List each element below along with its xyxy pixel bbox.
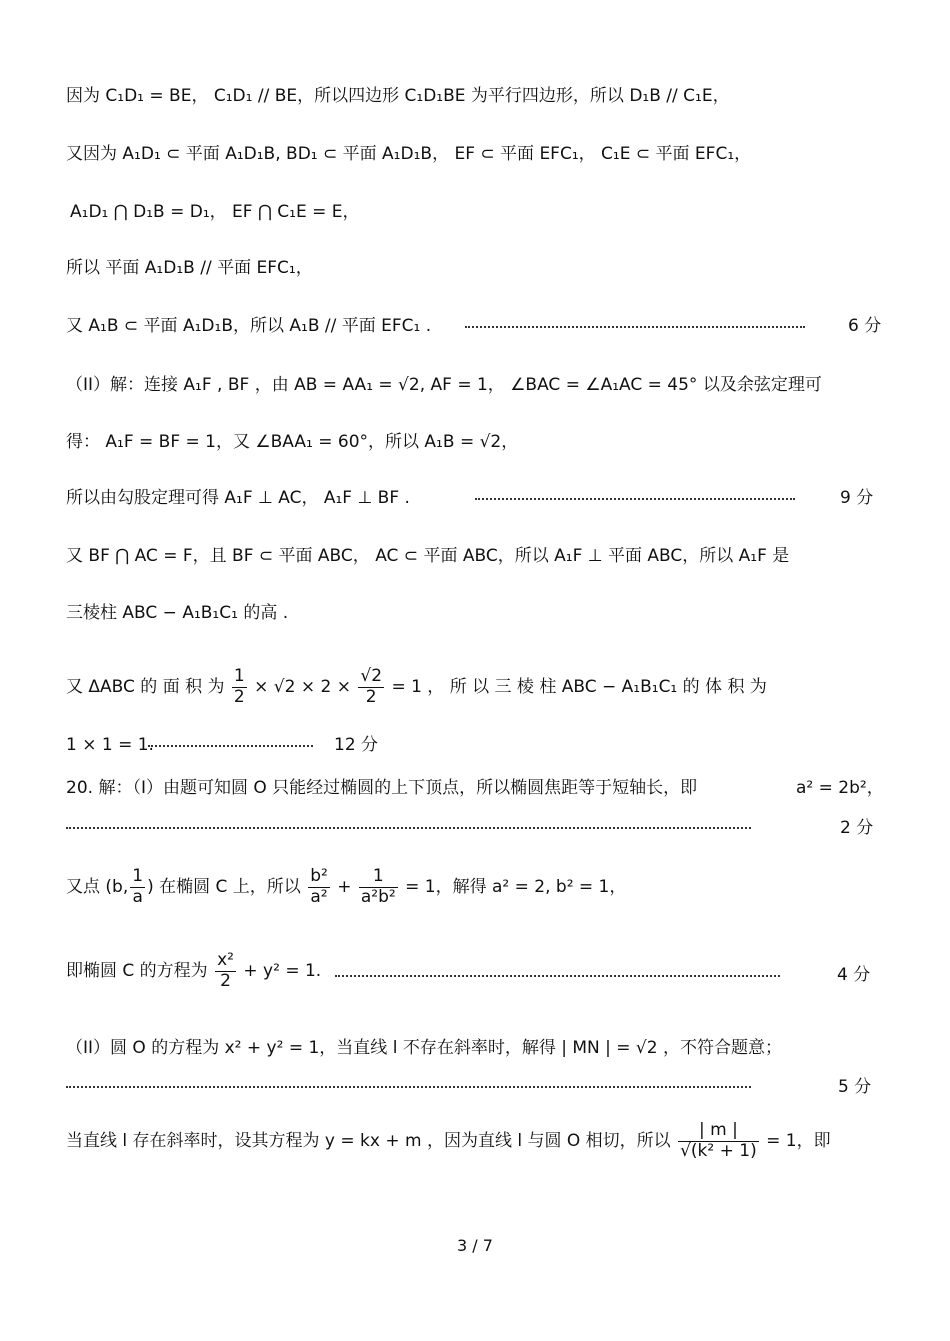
frac-m-over-sqrt: $\frac{| m |}{\text{√(k² + 1)}}$	[680, 1119, 757, 1161]
line-15	[66, 946, 321, 996]
dots-5	[335, 975, 780, 977]
score-5: 5 分	[838, 1077, 872, 1097]
frac-1-over-a: $\frac{1}{a}$	[132, 865, 144, 907]
score-9: 9 分	[840, 488, 874, 508]
line-17	[66, 1116, 831, 1166]
point-close: )	[147, 877, 154, 897]
point-text: 又点	[66, 877, 100, 897]
frac-root2-over-2: $\frac{√2}{2}$	[360, 665, 383, 707]
frac-x2-over-2: $\frac{\text{x²}}{2}$	[217, 949, 234, 991]
line-16: （II）圆 O 的方程为 x² + y² = 1，当直线 l 不存在斜率时，解得 | MN | = √2 ，不符合题意；	[66, 1038, 782, 1058]
line-2: 又因为 A₁D₁ ⊂ 平面 A₁D₁B, BD₁ ⊂ 平面 A₁D₁B， EF ⊂ 平面 EFC₁， C₁E ⊂ 平面 EFC₁，	[66, 144, 752, 164]
dots-3	[148, 745, 313, 747]
line-4: 所以 平面 A₁D₁B // 平面 EFC₁，	[66, 258, 313, 278]
ellipse-eq-text: 即椭圆 C 的方程为	[66, 961, 208, 981]
tangent-text: 当直线 l 存在斜率时，设其方程为 y = kx + m ，因为直线 l 与圆 O 相切，所以	[66, 1131, 671, 1151]
area-text: 又 ΔABC 的 面 积 为	[66, 677, 225, 697]
solve-text: = 1，解得 a² = 2, b² = 1，	[405, 877, 627, 897]
line-5: 又 A₁B ⊂ 平面 A₁D₁B，所以 A₁B // 平面 EFC₁ .	[66, 316, 432, 336]
area-mid: × √2 × 2 ×	[254, 677, 351, 697]
point-open: (b,	[105, 877, 129, 897]
line-6: （II）解：连接 A₁F , BF ，由 AB = AA₁ = √2, AF = 1， ∠BAC = ∠A₁AC = 45° 以及余弦定理可	[66, 375, 822, 395]
line-8: 所以由勾股定理可得 A₁F ⊥ AC， A₁F ⊥ BF .	[66, 488, 410, 508]
volume-text: = 1 ， 所 以 三 棱 柱 ABC − A₁B₁C₁ 的 体 积 为	[391, 677, 767, 697]
page-number: 3 / 7	[457, 1236, 493, 1255]
dots-6	[66, 1086, 751, 1088]
score-4: 4 分	[837, 965, 871, 985]
line-13-right: a² = 2b²，	[796, 778, 884, 798]
ellipse-eq-rest: + y² = 1.	[243, 961, 322, 981]
frac-1-over-a2b2: $\frac{1}{\text{a²b²}}$	[360, 865, 396, 907]
ellipse-on-text: 在椭圆 C 上，所以	[159, 877, 301, 897]
plus-sign: +	[337, 877, 352, 897]
line-3: A₁D₁ ⋂ D₁B = D₁， EF ⋂ C₁E = E，	[70, 202, 360, 222]
score-2: 2 分	[840, 818, 874, 838]
line-7: 得： A₁F = BF = 1，又 ∠BAA₁ = 60°，所以 A₁B = √2，	[66, 432, 519, 452]
tangent-rest: = 1，即	[766, 1131, 831, 1151]
line-11	[66, 662, 767, 712]
score-12: 12 分	[334, 735, 379, 755]
line-9: 又 BF ⋂ AC = F，且 BF ⊂ 平面 ABC， AC ⊂ 平面 ABC，所以 A₁F ⊥ 平面 ABC，所以 A₁F 是	[66, 546, 790, 566]
line-12: 1 × 1 = 1.	[66, 735, 154, 755]
dots-1	[465, 326, 805, 328]
frac-b2-over-a2: $\frac{\text{b²}}{\text{a²}}$	[310, 865, 328, 907]
line-14	[66, 862, 626, 912]
line-1: 因为 C₁D₁ = BE， C₁D₁ // BE，所以四边形 C₁D₁BE 为平行四边形，所以 D₁B // C₁E，	[66, 86, 730, 106]
frac-half: $\frac{1}{2}$	[233, 665, 245, 707]
line-10: 三棱柱 ABC − A₁B₁C₁ 的高 .	[66, 603, 289, 623]
line-13: 20. 解：（I）由题可知圆 O 只能经过椭圆的上下顶点，所以椭圆焦距等于短轴长，即	[66, 778, 698, 798]
dots-4	[66, 827, 751, 829]
dots-2	[475, 498, 795, 500]
score-6: 6 分	[848, 316, 882, 336]
